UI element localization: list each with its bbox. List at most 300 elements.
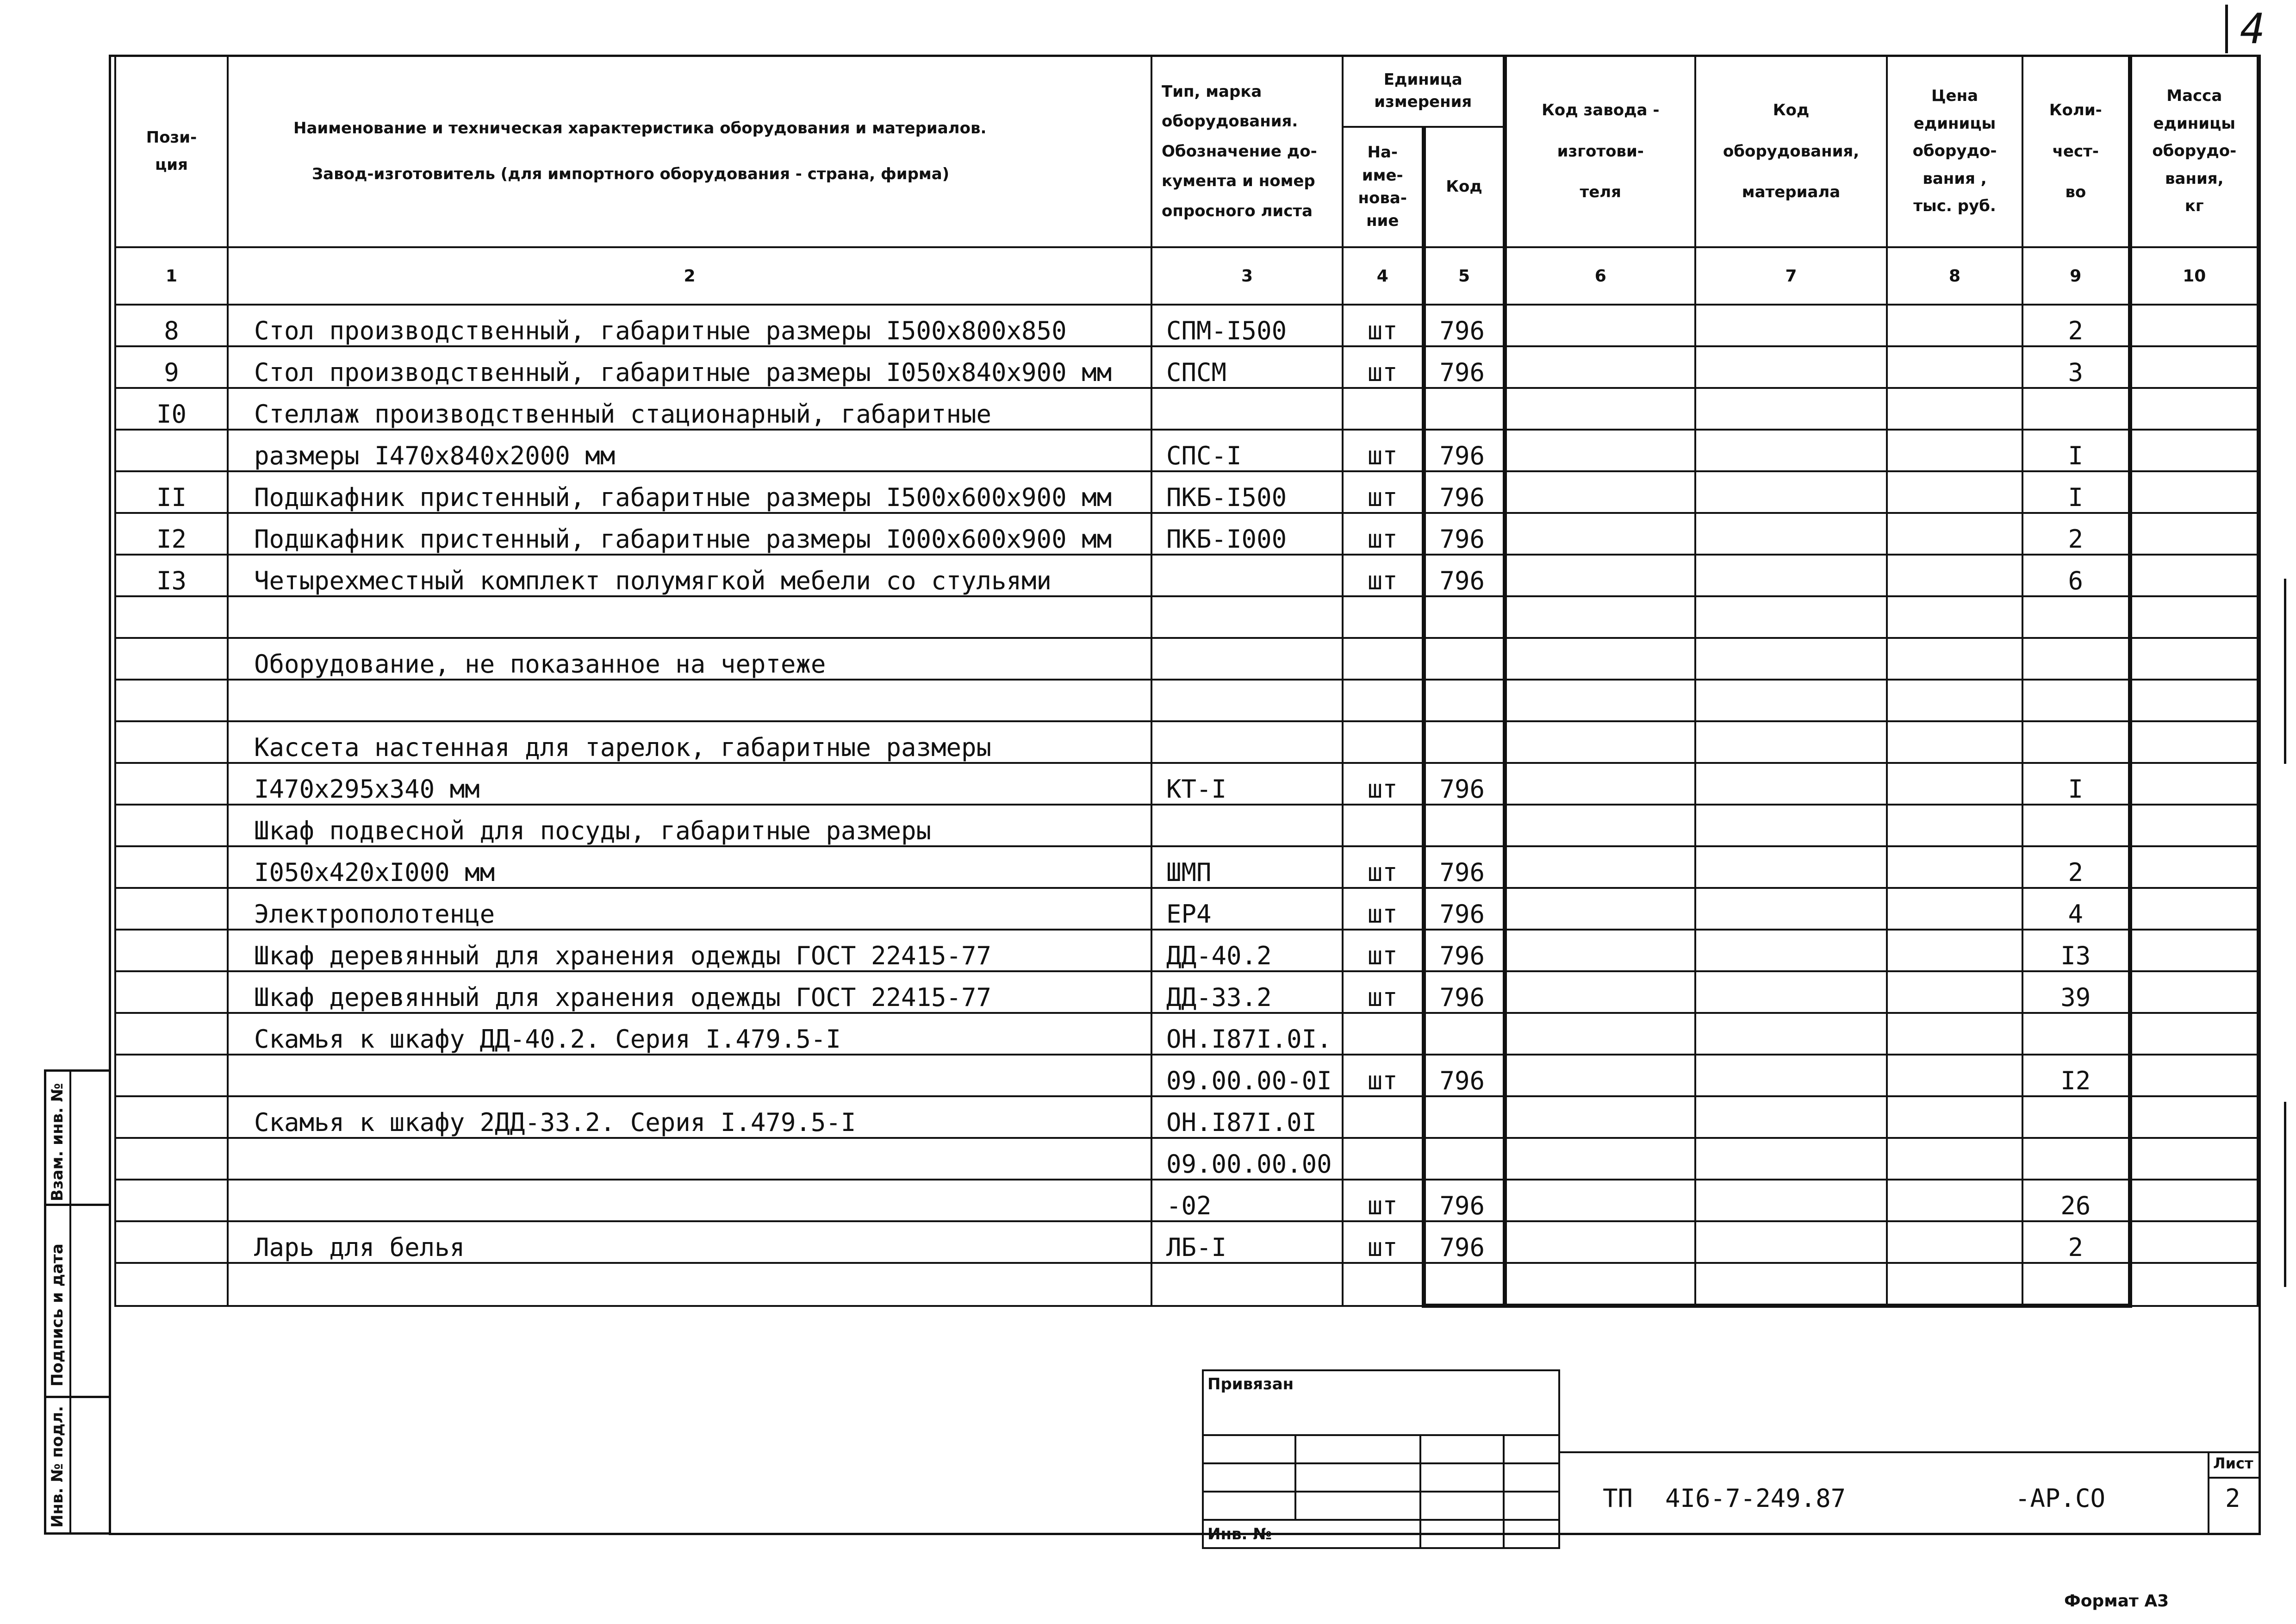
table-row: [115, 805, 2258, 846]
header-unit-code: Код: [1424, 127, 1505, 247]
cell-factory-code: [1505, 471, 1695, 513]
cell-factory-code: [1505, 1263, 1695, 1306]
header-position: Пози- ция: [115, 56, 228, 247]
cell-unit-code: [1424, 638, 1505, 680]
cell-mass: [2130, 971, 2258, 1013]
cell-price: [1887, 846, 2022, 888]
side-label-inv: Инв. № подл.: [48, 1405, 67, 1528]
cell-quantity: I2: [2022, 1055, 2130, 1096]
cell-price: [1887, 1221, 2022, 1263]
cell-unit-code: 796: [1424, 971, 1505, 1013]
cell-price: [1887, 430, 2022, 471]
cell-unit-code: 796: [1424, 471, 1505, 513]
cell-unit-name: шт: [1343, 305, 1424, 346]
cell-mark: [1151, 1263, 1343, 1306]
right-edge-mark: [2284, 1102, 2286, 1287]
header-name: [228, 56, 1151, 247]
cell-price: [1887, 638, 2022, 680]
cell-unit-name: шт: [1343, 1221, 1424, 1263]
cell-factory-code: [1505, 971, 1695, 1013]
cell-price: [1887, 305, 2022, 346]
cell-unit-code: 796: [1424, 1180, 1505, 1221]
equipment-table: [114, 55, 2259, 1308]
cell-quantity: I3: [2022, 930, 2130, 971]
cell-equipment-code: [1695, 596, 1887, 638]
cell-price: [1887, 763, 2022, 805]
cell-name: Электрополотенце: [228, 888, 1151, 930]
cell-name: Ларь для белья: [228, 1221, 1151, 1263]
cell-equipment-code: [1695, 805, 1887, 846]
cell-position: [115, 888, 228, 930]
cell-mark: ПКБ-I000: [1151, 513, 1343, 555]
header-name-line2: Завод-изготовитель (для импортного оборудования - страна, фирма): [312, 165, 950, 183]
cell-name: Скамья к шкафу 2ДД-33.2. Серия I.479.5-I: [228, 1096, 1151, 1138]
cell-equipment-code: [1695, 1263, 1887, 1306]
cell-mass: [2130, 1013, 2258, 1055]
cell-mass: [2130, 471, 2258, 513]
table-row: [115, 638, 2258, 680]
cell-position: [115, 430, 228, 471]
cell-unit-code: 796: [1424, 1221, 1505, 1263]
cell-quantity: [2022, 1263, 2130, 1306]
cell-name: [228, 1263, 1151, 1306]
cell-price: [1887, 888, 2022, 930]
cell-position: [115, 721, 228, 763]
header-row: [115, 56, 2258, 127]
cell-name: Кассета настенная для тарелок, габаритные размеры: [228, 721, 1151, 763]
table-row: [115, 846, 2258, 888]
side-strip-divider: [69, 1069, 71, 1535]
cell-name: Стеллаж производственный стационарный, габаритные: [228, 388, 1151, 430]
cell-price: [1887, 471, 2022, 513]
cell-name: Подшкафник пристенный, габаритные размеры I000x600x900 мм: [228, 513, 1151, 555]
cell-factory-code: [1505, 596, 1695, 638]
inv-no-label: Инв. №: [1207, 1524, 1272, 1543]
cell-quantity: 26: [2022, 1180, 2130, 1221]
format-label: Формат А3: [2064, 1592, 2169, 1611]
cell-mark: [1151, 388, 1343, 430]
cell-unit-code: 796: [1424, 1055, 1505, 1096]
cell-position: [115, 1221, 228, 1263]
cell-mass: [2130, 638, 2258, 680]
cell-unit-name: шт: [1343, 846, 1424, 888]
cell-unit-name: шт: [1343, 1180, 1424, 1221]
cell-position: 9: [115, 346, 228, 388]
cell-factory-code: [1505, 1138, 1695, 1180]
header-quantity: Коли- чест- во: [2022, 56, 2130, 247]
cell-name: Подшкафник пристенный, габаритные размеры I500x600x900 мм: [228, 471, 1151, 513]
cell-unit-code: 796: [1424, 305, 1505, 346]
doc-code-suffix: -АР.СО: [2015, 1484, 2106, 1513]
privyazan-label: Привязан: [1207, 1375, 1294, 1393]
cell-quantity: [2022, 1138, 2130, 1180]
cell-factory-code: [1505, 430, 1695, 471]
doc-code-prefix: ТП: [1603, 1484, 1633, 1513]
cell-name: Шкаф подвесной для посуды, габаритные размеры: [228, 805, 1151, 846]
cell-quantity: [2022, 638, 2130, 680]
cell-unit-code: [1424, 721, 1505, 763]
cell-equipment-code: [1695, 1138, 1887, 1180]
cell-price: [1887, 680, 2022, 721]
cell-mark: [1151, 680, 1343, 721]
cell-unit-code: [1424, 1096, 1505, 1138]
cell-price: [1887, 596, 2022, 638]
cell-equipment-code: [1695, 305, 1887, 346]
header-unit-group: Единица измерения: [1343, 56, 1505, 127]
cell-name: [228, 680, 1151, 721]
cell-position: [115, 1180, 228, 1221]
cell-equipment-code: [1695, 1180, 1887, 1221]
cell-unit-name: [1343, 638, 1424, 680]
cell-mass: [2130, 805, 2258, 846]
cell-factory-code: [1505, 930, 1695, 971]
cell-mark: [1151, 555, 1343, 596]
cell-mass: [2130, 721, 2258, 763]
cell-mark: [1151, 638, 1343, 680]
cell-unit-code: [1424, 1013, 1505, 1055]
cell-factory-code: [1505, 721, 1695, 763]
cell-name: Оборудование, не показанное на чертеже: [228, 638, 1151, 680]
cell-position: II: [115, 471, 228, 513]
cell-quantity: 2: [2022, 305, 2130, 346]
cell-unit-name: шт: [1343, 513, 1424, 555]
cell-mass: [2130, 930, 2258, 971]
cell-unit-name: шт: [1343, 1055, 1424, 1096]
header-mass: Масса единицы оборудо- вания, кг: [2130, 56, 2258, 247]
sheet-number: 2: [2225, 1484, 2240, 1513]
table-row: [115, 888, 2258, 930]
table-row: [115, 680, 2258, 721]
table-row: [115, 1055, 2258, 1096]
cell-mass: [2130, 346, 2258, 388]
cell-unit-name: [1343, 805, 1424, 846]
cell-equipment-code: [1695, 888, 1887, 930]
table-row: [115, 930, 2258, 971]
cell-equipment-code: [1695, 513, 1887, 555]
cell-equipment-code: [1695, 638, 1887, 680]
cell-quantity: I: [2022, 763, 2130, 805]
cell-factory-code: [1505, 1180, 1695, 1221]
cell-quantity: 4: [2022, 888, 2130, 930]
cell-factory-code: [1505, 846, 1695, 888]
cell-mark: [1151, 721, 1343, 763]
cell-unit-name: шт: [1343, 346, 1424, 388]
cell-position: I3: [115, 555, 228, 596]
cell-equipment-code: [1695, 930, 1887, 971]
cell-price: [1887, 346, 2022, 388]
cell-name: размеры I470x840x2000 мм: [228, 430, 1151, 471]
cell-mark: СПС-I: [1151, 430, 1343, 471]
cell-mark: ОН.I87I.0I.: [1151, 1013, 1343, 1055]
cell-position: [115, 846, 228, 888]
cell-unit-code: [1424, 805, 1505, 846]
cell-equipment-code: [1695, 388, 1887, 430]
cell-mass: [2130, 305, 2258, 346]
cell-factory-code: [1505, 1055, 1695, 1096]
cell-name: Стол производственный, габаритные размеры I500x800x850: [228, 305, 1151, 346]
cell-factory-code: [1505, 1221, 1695, 1263]
cell-name: I470x295x340 мм: [228, 763, 1151, 805]
table-row: [115, 763, 2258, 805]
cell-equipment-code: [1695, 1055, 1887, 1096]
table-row: [115, 1096, 2258, 1138]
cell-unit-name: [1343, 1138, 1424, 1180]
column-number: 8: [1887, 247, 2022, 305]
cell-quantity: [2022, 596, 2130, 638]
table-row: [115, 555, 2258, 596]
cell-unit-name: [1343, 1013, 1424, 1055]
cell-unit-code: 796: [1424, 513, 1505, 555]
cell-equipment-code: [1695, 1096, 1887, 1138]
cell-mass: [2130, 513, 2258, 555]
cell-mass: [2130, 1180, 2258, 1221]
page-number: 4: [2240, 5, 2265, 53]
cell-quantity: 2: [2022, 846, 2130, 888]
cell-factory-code: [1505, 680, 1695, 721]
side-label-vzam: Взам. инв. №: [48, 1083, 67, 1201]
sheet-box-divider: [2208, 1477, 2259, 1479]
column-number: 3: [1151, 247, 1343, 305]
cell-mark: 09.00.00-0I: [1151, 1055, 1343, 1096]
right-edge-mark: [2284, 579, 2286, 764]
cell-equipment-code: [1695, 1013, 1887, 1055]
cell-mark: ЕР4: [1151, 888, 1343, 930]
cell-unit-code: [1424, 388, 1505, 430]
cell-position: I0: [115, 388, 228, 430]
cell-quantity: [2022, 805, 2130, 846]
column-number: 4: [1343, 247, 1424, 305]
cell-mass: [2130, 596, 2258, 638]
cell-position: [115, 1138, 228, 1180]
cell-mark: СПСМ: [1151, 346, 1343, 388]
cell-name: Скамья к шкафу ДД-40.2. Серия I.479.5-I: [228, 1013, 1151, 1055]
cell-price: [1887, 513, 2022, 555]
cell-unit-name: шт: [1343, 971, 1424, 1013]
cell-equipment-code: [1695, 1221, 1887, 1263]
cell-position: I2: [115, 513, 228, 555]
cell-quantity: [2022, 680, 2130, 721]
cell-unit-name: [1343, 721, 1424, 763]
cell-name: Стол производственный, габаритные размеры I050x840x900 мм: [228, 346, 1151, 388]
cell-factory-code: [1505, 555, 1695, 596]
cell-equipment-code: [1695, 471, 1887, 513]
cell-price: [1887, 971, 2022, 1013]
cell-quantity: I: [2022, 471, 2130, 513]
header-price: Цена единицы оборудо- вания , тыс. руб.: [1887, 56, 2022, 247]
side-label-podpis: Подпись и дата: [48, 1243, 67, 1387]
cell-equipment-code: [1695, 721, 1887, 763]
cell-position: [115, 930, 228, 971]
cell-equipment-code: [1695, 555, 1887, 596]
cell-mark: ЛБ-I: [1151, 1221, 1343, 1263]
cell-name: Шкаф деревянный для хранения одежды ГОСТ 22415-77: [228, 930, 1151, 971]
cell-mass: [2130, 1138, 2258, 1180]
cell-unit-name: [1343, 1263, 1424, 1306]
cell-unit-code: 796: [1424, 430, 1505, 471]
cell-mass: [2130, 680, 2258, 721]
header-factory-code: Код завода - изготови- теля: [1505, 56, 1695, 247]
cell-unit-name: шт: [1343, 930, 1424, 971]
sheet-label: Лист: [2213, 1455, 2253, 1472]
cell-equipment-code: [1695, 680, 1887, 721]
cell-position: [115, 680, 228, 721]
cell-factory-code: [1505, 388, 1695, 430]
table-row: [115, 596, 2258, 638]
cell-unit-code: 796: [1424, 346, 1505, 388]
cell-name: I050x420xI000 мм: [228, 846, 1151, 888]
cell-position: [115, 1055, 228, 1096]
cell-unit-code: [1424, 680, 1505, 721]
table-row: [115, 471, 2258, 513]
cell-mark: [1151, 805, 1343, 846]
cell-mark: КТ-I: [1151, 763, 1343, 805]
cell-mass: [2130, 1263, 2258, 1306]
cell-factory-code: [1505, 763, 1695, 805]
cell-position: [115, 1096, 228, 1138]
cell-equipment-code: [1695, 346, 1887, 388]
cell-mass: [2130, 763, 2258, 805]
cell-mark: 09.00.00.00: [1151, 1138, 1343, 1180]
cell-unit-name: шт: [1343, 471, 1424, 513]
cell-unit-name: [1343, 596, 1424, 638]
cell-unit-code: 796: [1424, 888, 1505, 930]
doc-code-number: 4I6-7-249.87: [1665, 1484, 1846, 1513]
cell-factory-code: [1505, 888, 1695, 930]
cell-position: [115, 1013, 228, 1055]
cell-factory-code: [1505, 805, 1695, 846]
cell-quantity: [2022, 721, 2130, 763]
cell-unit-code: 796: [1424, 846, 1505, 888]
cell-unit-code: [1424, 596, 1505, 638]
cell-mark: -02: [1151, 1180, 1343, 1221]
column-number: 7: [1695, 247, 1887, 305]
cell-quantity: [2022, 1096, 2130, 1138]
cell-price: [1887, 1138, 2022, 1180]
table-row: [115, 513, 2258, 555]
header-type: Тип, марка оборудования. Обозначение до- кумента и номер опросного листа: [1151, 56, 1343, 247]
cell-position: [115, 596, 228, 638]
cell-mass: [2130, 1096, 2258, 1138]
cell-price: [1887, 721, 2022, 763]
cell-name: Четырехместный комплект полумягкой мебели со стульями: [228, 555, 1151, 596]
cell-unit-code: 796: [1424, 555, 1505, 596]
page-number-mark: [2225, 5, 2228, 53]
cell-name: [228, 1055, 1151, 1096]
cell-mark: ДД-33.2: [1151, 971, 1343, 1013]
cell-mark: ДД-40.2: [1151, 930, 1343, 971]
column-number: 5: [1424, 247, 1505, 305]
table-row: [115, 721, 2258, 763]
cell-quantity: I: [2022, 430, 2130, 471]
cell-unit-name: [1343, 388, 1424, 430]
column-number: 10: [2130, 247, 2258, 305]
cell-name: [228, 1138, 1151, 1180]
cell-position: 8: [115, 305, 228, 346]
cell-unit-name: [1343, 680, 1424, 721]
column-number: 1: [115, 247, 228, 305]
table-spacer-row: [115, 1306, 2258, 1308]
cell-unit-code: 796: [1424, 763, 1505, 805]
header-equipment-code: Код оборудования, материала: [1695, 56, 1887, 247]
cell-mass: [2130, 888, 2258, 930]
cell-price: [1887, 555, 2022, 596]
cell-quantity: 39: [2022, 971, 2130, 1013]
cell-position: [115, 1263, 228, 1306]
table-row: [115, 1013, 2258, 1055]
cell-unit-code: [1424, 1263, 1505, 1306]
cell-price: [1887, 930, 2022, 971]
cell-unit-name: [1343, 1096, 1424, 1138]
cell-quantity: 2: [2022, 1221, 2130, 1263]
cell-unit-name: шт: [1343, 555, 1424, 596]
cell-name: Шкаф деревянный для хранения одежды ГОСТ 22415-77: [228, 971, 1151, 1013]
header-name-line1: Наименование и техническая характеристика оборудования и материалов.: [293, 119, 987, 137]
cell-equipment-code: [1695, 971, 1887, 1013]
cell-equipment-code: [1695, 430, 1887, 471]
cell-factory-code: [1505, 638, 1695, 680]
cell-mass: [2130, 1055, 2258, 1096]
column-number: 2: [228, 247, 1151, 305]
header-unit-name: На- име- нова- ние: [1343, 127, 1424, 247]
cell-quantity: [2022, 1013, 2130, 1055]
cell-quantity: 3: [2022, 346, 2130, 388]
cell-mark: ШМП: [1151, 846, 1343, 888]
cell-price: [1887, 1055, 2022, 1096]
cell-mass: [2130, 555, 2258, 596]
cell-unit-name: шт: [1343, 763, 1424, 805]
cell-price: [1887, 1096, 2022, 1138]
doc-code-block: [1558, 1451, 2259, 1535]
cell-position: [115, 805, 228, 846]
column-number-row: [115, 247, 2258, 305]
cell-mark: СПМ-I500: [1151, 305, 1343, 346]
cell-position: [115, 638, 228, 680]
table-row: [115, 388, 2258, 430]
cell-name: [228, 596, 1151, 638]
cell-quantity: [2022, 388, 2130, 430]
privyazan-stamp: [1202, 1369, 1560, 1549]
cell-mass: [2130, 430, 2258, 471]
column-number: 6: [1505, 247, 1695, 305]
table-row: [115, 1180, 2258, 1221]
cell-unit-code: 796: [1424, 930, 1505, 971]
cell-mark: [1151, 596, 1343, 638]
cell-mark: ПКБ-I500: [1151, 471, 1343, 513]
cell-equipment-code: [1695, 846, 1887, 888]
cell-price: [1887, 1180, 2022, 1221]
cell-factory-code: [1505, 1013, 1695, 1055]
cell-quantity: 6: [2022, 555, 2130, 596]
cell-equipment-code: [1695, 763, 1887, 805]
cell-price: [1887, 388, 2022, 430]
table-row: [115, 305, 2258, 346]
table-row: [115, 1138, 2258, 1180]
cell-price: [1887, 1263, 2022, 1306]
table-row: [115, 1263, 2258, 1306]
cell-mass: [2130, 846, 2258, 888]
cell-factory-code: [1505, 305, 1695, 346]
cell-unit-code: [1424, 1138, 1505, 1180]
table-row: [115, 971, 2258, 1013]
table-row: [115, 430, 2258, 471]
cell-position: [115, 971, 228, 1013]
cell-unit-name: шт: [1343, 430, 1424, 471]
column-number: 9: [2022, 247, 2130, 305]
cell-price: [1887, 1013, 2022, 1055]
cell-mark: ОН.I87I.0I: [1151, 1096, 1343, 1138]
cell-mass: [2130, 1221, 2258, 1263]
cell-mass: [2130, 388, 2258, 430]
